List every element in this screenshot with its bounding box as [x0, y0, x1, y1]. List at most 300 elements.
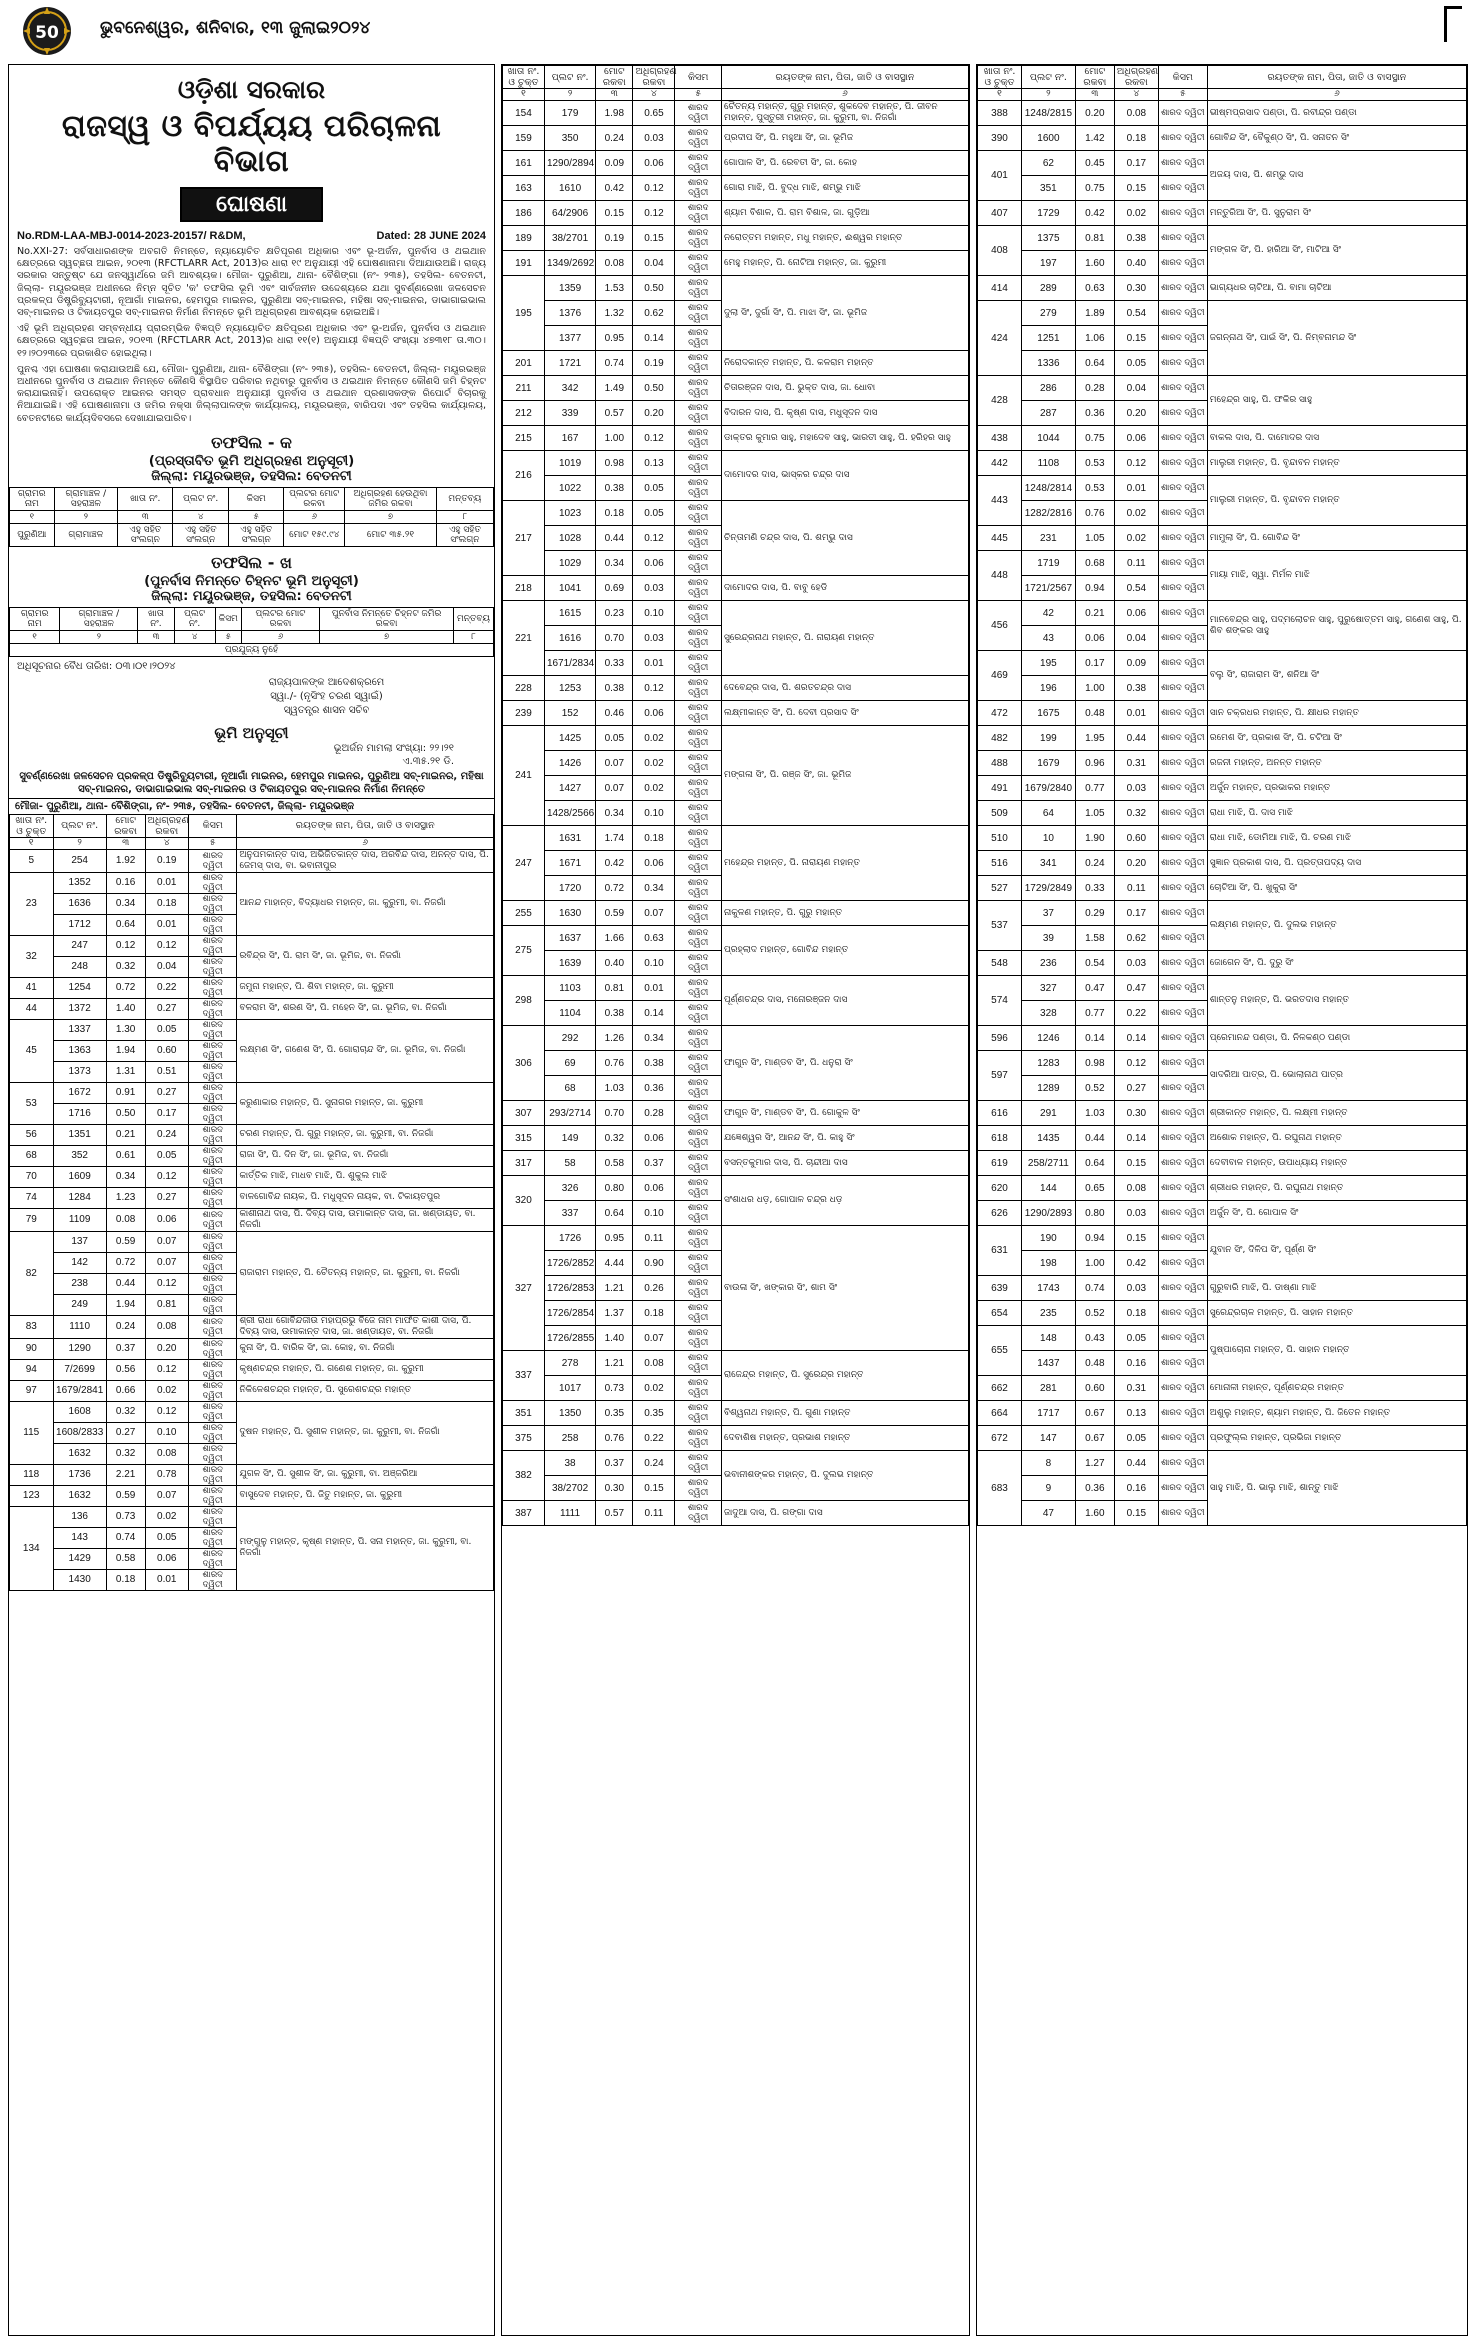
plot-cell: 38 — [544, 1451, 595, 1476]
kisam-cell: ଶାରଦ ଦ୍ୱିତୀ — [1158, 976, 1207, 1001]
plot-cell: 1372 — [53, 998, 106, 1019]
kisam-cell: ଶାରଦ ଦ୍ୱିତୀ — [189, 1401, 237, 1422]
plot-cell: 1350 — [544, 1401, 595, 1426]
total-area-cell: 0.57 — [596, 401, 633, 426]
khata-cell: 201 — [503, 351, 545, 376]
table-row — [10, 1401, 494, 1422]
total-area-cell: 0.09 — [596, 151, 633, 176]
total-area-cell: 0.33 — [1075, 876, 1114, 901]
khata-cell: 401 — [978, 151, 1022, 201]
kisam-cell: ଶାରଦ ଦ୍ୱିତୀ — [1158, 1326, 1207, 1351]
khata-cell: 387 — [503, 1501, 545, 1526]
acquired-area-cell: 0.12 — [633, 676, 675, 701]
acquired-area-cell: 0.05 — [1114, 1426, 1158, 1451]
plot-cell: 1679 — [1022, 751, 1076, 776]
schedule-header-cell: ଗ୍ରାମାଞ୍ଚଳ / ସହରାଞ୍ଚଳ — [54, 487, 117, 510]
table-row — [978, 1301, 1467, 1326]
acquired-area-cell: 0.02 — [633, 1376, 675, 1401]
khata-cell: 307 — [503, 1101, 545, 1126]
acquired-area-cell: 0.36 — [633, 1076, 675, 1101]
kisam-cell: ଶାରଦ ଦ୍ୱିତୀ — [189, 1145, 237, 1166]
owner-cell: ଭବାନୀଶଙ୍କର ମହାନ୍ତ, ପି. ଦୁଲଭ ମହାନ୍ତ — [721, 1451, 968, 1501]
kisam-cell: ଶାରଦ ଦ୍ୱିତୀ — [189, 1231, 237, 1252]
land-schedule-title: ଭୂମି ଅନୁସୂଚୀ — [214, 723, 289, 742]
kisam-cell: ଶାରଦ ଦ୍ୱିତୀ — [1158, 1476, 1207, 1501]
table-row — [503, 1101, 969, 1126]
acquired-area-cell: 0.06 — [633, 151, 675, 176]
table-header-cell: ଖାତା ନଂ. ଓ ଚୁକ୍ତ — [978, 66, 1022, 89]
total-area-cell: 1.74 — [596, 826, 633, 851]
khata-cell: 211 — [503, 376, 545, 401]
plot-cell: 199 — [1022, 726, 1076, 751]
khata-cell: 443 — [978, 476, 1022, 526]
owner-cell: ଲକ୍ଷ୍ମଣ ମହାନ୍ତ, ପି. ଦୁଲଭ ମହାନ୍ତ — [1207, 901, 1466, 951]
acquired-area-cell: 0.11 — [1114, 876, 1158, 901]
kisam-cell: ଶାରଦ ଦ୍ୱିତୀ — [1158, 326, 1207, 351]
table-row — [978, 601, 1467, 626]
khata-cell: 472 — [978, 701, 1022, 726]
kisam-cell: ଶାରଦ ଦ୍ୱିତୀ — [189, 1443, 237, 1464]
kisam-cell: ଶାରଦ ଦ୍ୱିତୀ — [1158, 1251, 1207, 1276]
khata-cell: 189 — [503, 226, 545, 251]
table-row — [10, 1145, 494, 1166]
plot-cell: 143 — [53, 1527, 106, 1548]
acquired-area-cell: 0.12 — [145, 1359, 189, 1380]
acquired-area-cell: 0.03 — [633, 626, 675, 651]
signature-post: ସ୍ୱତନ୍ତ୍ର ଶାସନ ସଚିବ — [283, 704, 370, 716]
plot-cell: 1041 — [544, 576, 595, 601]
owner-cell: ଦେବୀବାଳ ମହାନ୍ତ, ଉପାଧ୍ୟାୟ ମହାନ୍ତ — [1207, 1151, 1466, 1176]
total-area-cell: 0.74 — [106, 1527, 145, 1548]
plot-cell: 1028 — [544, 526, 595, 551]
acquired-area-cell: 0.14 — [633, 1001, 675, 1026]
plot-cell: 1616 — [544, 626, 595, 651]
schedule-index-cell: ୧ — [10, 630, 60, 643]
plot-cell: 8 — [1022, 1451, 1076, 1476]
owner-cell: ଦୁଲା ସିଂ, ଦୁର୍ଗା ସିଂ, ପି. ମାଝା ସିଂ, ଜା. ଭୂମିଜ — [721, 276, 968, 351]
kisam-cell: ଶାରଦ ଦ୍ୱିତୀ — [189, 1464, 237, 1485]
owner-cell: ଜଗନ୍ନାଥ ସିଂ, ପାଇଁ ସିଂ, ପି. ନିମ୍ବନାମନ୍ଦ ସିଂ — [1207, 301, 1466, 376]
khata-cell: 510 — [978, 826, 1022, 851]
khata-cell: 683 — [978, 1451, 1022, 1526]
kisam-cell: ଶାରଦ ଦ୍ୱିତୀ — [189, 1082, 237, 1103]
khata-cell: 241 — [503, 726, 545, 826]
acquired-area-cell: 0.02 — [633, 776, 675, 801]
table-row — [503, 376, 969, 401]
plot-cell: 1351 — [53, 1124, 106, 1145]
acquired-area-cell: 0.14 — [1114, 1126, 1158, 1151]
table-index-cell: ୩ — [1075, 89, 1114, 101]
total-area-cell: 0.44 — [1075, 1126, 1114, 1151]
table-row — [503, 126, 969, 151]
plot-cell: 1719 — [1022, 551, 1076, 576]
kisam-cell: ଶାରଦ ଦ୍ୱିତୀ — [1158, 1026, 1207, 1051]
khata-cell: 118 — [10, 1464, 54, 1485]
owner-cell: ବାସୁଦେବ ମହାନ୍ତ, ପି. ଜିତୁ ମହାନ୍ତ, ଜା. କୁରୁମୀ — [237, 1485, 494, 1506]
khata-cell: 115 — [10, 1401, 54, 1464]
table-index-cell: ୪ — [1114, 89, 1158, 101]
plot-cell: 47 — [1022, 1501, 1076, 1526]
total-area-cell: 0.30 — [596, 1476, 633, 1501]
owner-cell: ପୂର୍ଣ୍ଣଚନ୍ଦ୍ର ଦାସ, ମନୋରଞ୍ଜନ ଦାସ — [721, 976, 968, 1026]
plot-cell: 278 — [544, 1351, 595, 1376]
acquired-area-cell: 0.06 — [633, 1176, 675, 1201]
total-area-cell: 1.92 — [106, 849, 145, 872]
owner-cell: ଯଜ୍ଞେଶ୍ୱର ସିଂ, ଆନନ୍ଦ ସିଂ, ପି. କାହୁ ସିଂ — [721, 1126, 968, 1151]
plot-cell: 341 — [1022, 851, 1076, 876]
acquired-area-cell: 0.28 — [633, 1101, 675, 1126]
kisam-cell: ଶାରଦ ଦ୍ୱିତୀ — [189, 1548, 237, 1569]
owner-cell: କୁନା ସିଂ, ପି. ବାରିକ ସିଂ, ଜା. କୋହ, ବା. ନିଜଗାଁ — [237, 1338, 494, 1359]
schedule-header-cell: ପୁନର୍ବାସ ନିମନ୍ତେ ଚିହ୍ନଟ ଜମିର ରକବା — [320, 607, 454, 630]
total-area-cell: 0.74 — [1075, 1276, 1114, 1301]
owner-cell: ନିରୋଦକାନ୍ତ ମହାନ୍ତ, ପି. କଳରାମ ମହାନ୍ତ — [721, 351, 968, 376]
owner-cell: ଗୋବିନ୍ଦ ସିଂ, ବୈକୁଣ୍ଠ ସିଂ, ପି. ସନାତନ ସିଂ — [1207, 126, 1466, 151]
kisam-cell: ଶାରଦ ଦ୍ୱିତୀ — [675, 301, 722, 326]
kisam-cell: ଶାରଦ ଦ୍ୱିତୀ — [675, 1501, 722, 1526]
acquired-area-cell: 0.22 — [145, 977, 189, 998]
plot-cell: 137 — [53, 1231, 106, 1252]
khata-cell: 619 — [978, 1151, 1022, 1176]
khata-cell: 317 — [503, 1151, 545, 1176]
kisam-cell: ଶାରଦ ଦ୍ୱିତୀ — [1158, 276, 1207, 301]
plot-cell: 1639 — [544, 951, 595, 976]
khata-cell: 90 — [10, 1338, 54, 1359]
plot-cell: 148 — [1022, 1326, 1076, 1351]
total-area-cell: 1.53 — [596, 276, 633, 301]
kisam-cell: ଶାରଦ ଦ୍ୱିତୀ — [189, 956, 237, 977]
total-area-cell: 0.24 — [106, 1315, 145, 1338]
kisam-cell: ଶାରଦ ଦ୍ୱିତୀ — [675, 1201, 722, 1226]
owner-cell: ବାଉଳା ସିଂ, ଖଙ୍କାର ସିଂ, ଶାମ ସିଂ — [721, 1226, 968, 1351]
total-area-cell: 1.00 — [1075, 1251, 1114, 1276]
plot-cell: 1373 — [53, 1061, 106, 1082]
kisam-cell: ଶାରଦ ଦ୍ୱିତୀ — [675, 826, 722, 851]
total-area-cell: 0.70 — [596, 626, 633, 651]
kisam-cell: ଶାରଦ ଦ୍ୱିତୀ — [1158, 1201, 1207, 1226]
table-index-cell: ୧ — [503, 89, 545, 101]
total-area-cell: 0.42 — [1075, 201, 1114, 226]
table-row — [978, 151, 1467, 176]
plot-cell: 58 — [544, 1151, 595, 1176]
table-row — [503, 1451, 969, 1476]
table-row — [978, 376, 1467, 401]
table-row — [503, 401, 969, 426]
acquired-area-cell: 0.38 — [1114, 226, 1158, 251]
plot-cell: 1726/2852 — [544, 1251, 595, 1276]
signature-block — [159, 676, 494, 718]
schedule-a-table — [9, 487, 494, 547]
table-row — [10, 1187, 494, 1208]
schedule-header-cell: ମନ୍ତବ୍ୟ — [436, 487, 493, 510]
table-index-cell: ୪ — [145, 837, 189, 849]
acquired-area-cell: 0.07 — [633, 1326, 675, 1351]
total-area-cell: 0.32 — [106, 1443, 145, 1464]
total-area-cell: 1.58 — [1075, 926, 1114, 951]
plot-cell: 279 — [1022, 301, 1076, 326]
kisam-cell: ଶାରଦ ଦ୍ୱିତୀ — [675, 651, 722, 676]
khata-cell: 97 — [10, 1380, 54, 1401]
acquired-area-cell: 0.40 — [1114, 251, 1158, 276]
plot-cell: 1743 — [1022, 1276, 1076, 1301]
plot-cell: 197 — [1022, 251, 1076, 276]
acquired-area-cell: 0.03 — [633, 576, 675, 601]
kisam-cell: ଶାରଦ ଦ୍ୱିତୀ — [1158, 551, 1207, 576]
khata-cell: 424 — [978, 301, 1022, 376]
kisam-cell: ଶାରଦ ଦ୍ୱିତୀ — [675, 1176, 722, 1201]
total-area-cell: 0.37 — [106, 1338, 145, 1359]
plot-cell: 1729/2849 — [1022, 876, 1076, 901]
khata-cell: 442 — [978, 451, 1022, 476]
khata-cell: 469 — [978, 651, 1022, 701]
plot-cell: 1425 — [544, 726, 595, 751]
kisam-cell: ଶାରଦ ଦ୍ୱିତୀ — [1158, 801, 1207, 826]
total-area-cell: 0.38 — [596, 476, 633, 501]
plot-cell: 1363 — [53, 1040, 106, 1061]
acquired-area-cell: 0.10 — [633, 1201, 675, 1226]
plot-cell: 1630 — [544, 901, 595, 926]
total-area-cell: 0.15 — [596, 201, 633, 226]
total-area-cell: 0.38 — [596, 676, 633, 701]
total-area-cell: 1.32 — [596, 301, 633, 326]
plot-cell: 136 — [53, 1506, 106, 1527]
owner-cell: ସୁରେନ୍ଦ୍ରନାଥ ମହାନ୍ତ, ପି. ନାରାୟଣ ମହାନ୍ତ — [721, 601, 968, 676]
total-area-cell: 0.73 — [596, 1376, 633, 1401]
owner-cell: ମାମୁଲା ସିଂ, ପି. ଗୋବିନ୍ଦ ସିଂ — [1207, 526, 1466, 551]
kisam-cell: ଶାରଦ ଦ୍ୱିତୀ — [189, 1019, 237, 1040]
khata-cell: 654 — [978, 1301, 1022, 1326]
khata-cell: 94 — [10, 1359, 54, 1380]
acquired-area-cell: 0.42 — [1114, 1251, 1158, 1276]
total-area-cell: 0.61 — [106, 1145, 145, 1166]
khata-cell: 407 — [978, 201, 1022, 226]
total-area-cell: 1.40 — [106, 998, 145, 1019]
table-row — [978, 701, 1467, 726]
acquired-area-cell: 0.10 — [145, 1422, 189, 1443]
kisam-cell: ଶାରଦ ଦ୍ୱିତୀ — [1158, 826, 1207, 851]
acquired-area-cell: 0.16 — [1114, 1476, 1158, 1501]
project-description: ସୁବର୍ଣ୍ଣରେଖା ଜଳସେଚନ ପ୍ରକଳ୍ପ ଡିଷ୍ଟ୍ରିବ୍ୟୁଟାରୀ, ନୂଆଗାଁ ମାଇନର, ହେମପୁର ମାଇନର, ପୁରୁଣିଆ ସବ୍-ମାଇନର, ମହିଷା ସବ୍-ମାଇନର, ଡାଭାଗାଇଭାଲ ସବ୍-ମାଇନର ଓ ଟିକାୟତପୁର ସବ୍-ମାଇନର ନିର୍ମାଣ ନିମନ୍ତେ — [19, 770, 484, 795]
plot-cell: 1023 — [544, 501, 595, 526]
acquired-area-cell: 0.12 — [145, 1166, 189, 1187]
plot-cell: 249 — [53, 1294, 106, 1315]
land-schedule-meta — [9, 742, 494, 768]
plot-cell: 342 — [544, 376, 595, 401]
owner-cell: ରମେଶ ସିଂ, ପ୍ରକାଶ ସିଂ, ପି. ଚଟିଆ ସିଂ — [1207, 726, 1466, 751]
owner-cell: ରାଧା ମାଝି, ପି. ଦାସ ମାଝି — [1207, 801, 1466, 826]
table-index-cell: ୨ — [1022, 89, 1076, 101]
table-index-cell: ୩ — [596, 89, 633, 101]
kisam-cell: ଶାରଦ ଦ୍ୱିତୀ — [1158, 851, 1207, 876]
table-row — [10, 935, 494, 956]
acquired-area-cell: 0.02 — [1114, 526, 1158, 551]
plot-cell: 292 — [544, 1026, 595, 1051]
plot-cell: 1289 — [1022, 1076, 1076, 1101]
kisam-cell: ଶାରଦ ଦ୍ୱିତୀ — [1158, 451, 1207, 476]
acquired-area-cell: 0.12 — [1114, 1051, 1158, 1076]
kisam-cell: ଶାରଦ ଦ୍ୱିତୀ — [1158, 651, 1207, 676]
total-area-cell: 0.40 — [596, 951, 633, 976]
kisam-cell: ଶାରଦ ଦ୍ୱିତୀ — [189, 1208, 237, 1231]
khata-cell: 191 — [503, 251, 545, 276]
kisam-cell: ଶାରଦ ଦ୍ୱିତୀ — [1158, 1376, 1207, 1401]
acquired-area-cell: 0.05 — [145, 1527, 189, 1548]
table-row — [503, 501, 969, 526]
kisam-cell: ଶାରଦ ଦ୍ୱିତୀ — [675, 1251, 722, 1276]
plot-cell: 258/2711 — [1022, 1151, 1076, 1176]
acquired-area-cell: 0.78 — [145, 1464, 189, 1485]
acquired-area-cell: 0.03 — [1114, 776, 1158, 801]
total-area-cell: 1.00 — [596, 426, 633, 451]
plot-cell: 1108 — [1022, 451, 1076, 476]
total-area-cell: 0.64 — [1075, 351, 1114, 376]
schedule-cell: ଏହୁ ସହିତ ସଂଲଗ୍ନ — [173, 523, 228, 546]
acquired-area-cell: 0.12 — [633, 526, 675, 551]
owner-cell: ଜମୁନା ମହାନ୍ତ, ପି. ଶିବା ମହାନ୍ତ, ଜା. କୁରୁମୀ — [237, 977, 494, 998]
total-area-cell: 1.21 — [596, 1351, 633, 1376]
table-row — [503, 826, 969, 851]
total-area-cell: 0.52 — [1075, 1076, 1114, 1101]
owner-cell: ସୁଜ୍ଞାନ ପ୍ରକାଶ ଦାସ, ପି. ପ୍ରତ୍ତାପଦ୍ୟ ଦାସ — [1207, 851, 1466, 876]
owner-cell: ଯୁଗଳ ସିଂ, ପି. ସୁଶୀଳ ସିଂ, ଜା. କୁରୁମୀ, ବା. ଅଞ୍ଜରିଆ — [237, 1464, 494, 1485]
table-row — [978, 876, 1467, 901]
total-area-cell: 0.60 — [1075, 1376, 1114, 1401]
plot-cell: 1248/2815 — [1022, 101, 1076, 126]
total-area-cell: 0.44 — [596, 526, 633, 551]
total-area-cell: 0.94 — [1075, 1226, 1114, 1251]
plot-cell: 1044 — [1022, 426, 1076, 451]
plot-cell: 1251 — [1022, 326, 1076, 351]
plot-cell: 1246 — [1022, 1026, 1076, 1051]
total-area-cell: 0.98 — [596, 451, 633, 476]
kisam-cell: ଶାରଦ ଦ୍ୱିତୀ — [675, 326, 722, 351]
owner-cell: ରଜନୀ ମହାନ୍ତ, ଅନନ୍ତ ମହାନ୍ତ — [1207, 751, 1466, 776]
plot-cell: 1600 — [1022, 126, 1076, 151]
total-area-cell: 0.72 — [596, 876, 633, 901]
total-area-cell: 1.05 — [1075, 526, 1114, 551]
owner-cell: ଭୀଷ୍ମପ୍ରସାଦ ପଣ୍ଡା, ପି. ରବୀନ୍ଦ୍ର ପଣ୍ଡା — [1207, 101, 1466, 126]
table-index-cell: ୬ — [237, 837, 494, 849]
table-index-cell: ୫ — [675, 89, 722, 101]
plot-cell: 1336 — [1022, 351, 1076, 376]
khata-cell: 626 — [978, 1201, 1022, 1226]
plot-cell: 1435 — [1022, 1126, 1076, 1151]
plot-cell: 1109 — [53, 1208, 106, 1231]
plot-cell: 9 — [1022, 1476, 1076, 1501]
acquired-area-cell: 0.07 — [633, 901, 675, 926]
khata-cell: 163 — [503, 176, 545, 201]
kisam-cell: ଶାରଦ ଦ୍ୱିତୀ — [1158, 201, 1207, 226]
plot-cell: 39 — [1022, 926, 1076, 951]
table-header-cell: ରୟତଙ୍କ ନାମ, ପିତା, ଜାତି ଓ ବାସସ୍ଥାନ — [1207, 66, 1466, 89]
acquired-area-cell: 0.27 — [145, 998, 189, 1019]
acquired-area-cell: 0.01 — [633, 651, 675, 676]
kisam-cell: ଶାରଦ ଦ୍ୱିତୀ — [189, 1166, 237, 1187]
plot-cell: 352 — [53, 1145, 106, 1166]
khata-cell: 408 — [978, 226, 1022, 276]
schedule-header-cell: ଅଧିଗ୍ରହଣ ହେଉଥିବା ଜମିର ରକବା — [345, 487, 437, 510]
owner-cell: ଲକ୍ଷ୍ମୀକାନ୍ତ ସିଂ, ପି. ଦେବୀ ପ୍ରସାଦ ସିଂ — [721, 701, 968, 726]
total-area-cell: 0.80 — [596, 1176, 633, 1201]
table-row — [978, 451, 1467, 476]
kisam-cell: ଶାରଦ ଦ୍ୱିତୀ — [675, 776, 722, 801]
kisam-cell: ଶାରଦ ଦ୍ୱିତୀ — [189, 998, 237, 1019]
khata-cell: 44 — [10, 998, 54, 1019]
total-area-cell: 0.17 — [1075, 651, 1114, 676]
total-area-cell: 0.34 — [106, 1166, 145, 1187]
plot-cell: 1248/2814 — [1022, 476, 1076, 501]
plot-cell: 289 — [1022, 276, 1076, 301]
acquired-area-cell: 0.13 — [633, 451, 675, 476]
table-row — [503, 351, 969, 376]
plot-cell: 1019 — [544, 451, 595, 476]
dateline: ଭୁବନେଶ୍ୱର, ଶନିବାର, ୧୩ ଜୁଲାଇ୨୦୨୪ — [100, 18, 371, 38]
kisam-cell: ଶାରଦ ଦ୍ୱିତୀ — [1158, 1451, 1207, 1476]
table-row — [503, 1126, 969, 1151]
kisam-cell: ଶାରଦ ଦ୍ୱିତୀ — [189, 893, 237, 914]
plot-cell: 248 — [53, 956, 106, 977]
kisam-cell: ଶାରଦ ଦ୍ୱିତୀ — [675, 1451, 722, 1476]
owner-cell: ବସନ୍ତକୁମାର ଦାସ, ପି. ଚାନ୍ଦୀଆ ଦାସ — [721, 1151, 968, 1176]
owner-cell: ଅନୁପମକାନ୍ତ ଦାସ, ଅଭିଜିତକାନ୍ତ ଦାସ, ଅରବିନ୍ଦ ଦାସ, ଅନନ୍ତ ଦାସ, ପି. ଜେମସ୍ ଦାସ, ବା. ଭବାନୀପୁର — [237, 849, 494, 872]
kisam-cell: ଶାରଦ ଦ୍ୱିତୀ — [189, 1294, 237, 1315]
plot-cell: 38/2701 — [544, 226, 595, 251]
plot-cell: 247 — [53, 935, 106, 956]
khata-cell: 255 — [503, 901, 545, 926]
acquired-area-cell: 0.14 — [1114, 1026, 1158, 1051]
kisam-cell: ଶାରଦ ଦ୍ୱିତୀ — [189, 1527, 237, 1548]
owner-cell: ଶାନ୍ତନୁ ମହାନ୍ତ, ପି. ଭରତଦାସ ମହାନ୍ତ — [1207, 976, 1466, 1026]
acquired-area-cell: 0.10 — [633, 601, 675, 626]
acquired-area-cell: 0.54 — [1114, 301, 1158, 326]
validity-date: ଅଧିସୂଚନାର ବୈଧ ତାରିଖ: ୦୩।୦୧।୨୦୨୪ — [17, 660, 176, 672]
reference-line — [9, 222, 494, 244]
owner-cell: ରାଜେନ୍ଦ୍ର ମହାନ୍ତ, ପି. ସୁରେନ୍ଦ୍ର ମହାନ୍ତ — [721, 1351, 968, 1401]
total-area-cell: 0.07 — [596, 751, 633, 776]
owner-cell: ବଲୁ ସିଂ, ରାଜାରାମ ସିଂ, ଶନିଆ ସିଂ — [1207, 651, 1466, 701]
table-header-cell: ମୋଟ ରକବା — [1075, 66, 1114, 89]
schedule-header-cell: କିସମ — [228, 487, 283, 510]
schedule-b-district: ଜିଲ୍ଲା: ମୟୂରଭଞ୍ଜ, ତହସିଲ: ବେତନଟୀ — [151, 588, 352, 604]
table-row — [503, 676, 969, 701]
table-index-cell: ୫ — [189, 837, 237, 849]
khata-cell: 327 — [503, 1226, 545, 1351]
table-header-cell: ରୟତଙ୍କ ନାମ, ପିତା, ଜାତି ଓ ବାସସ୍ଥାନ — [721, 66, 968, 89]
table-header-cell: କିସମ — [675, 66, 722, 89]
acquired-area-cell: 0.12 — [145, 1401, 189, 1422]
kisam-cell: ଶାରଦ ଦ୍ୱିତୀ — [675, 676, 722, 701]
plot-cell: 1284 — [53, 1187, 106, 1208]
plot-cell: 142 — [53, 1252, 106, 1273]
total-area-cell: 0.36 — [1075, 1476, 1114, 1501]
acquired-area-cell: 0.44 — [1114, 726, 1158, 751]
table-row — [503, 176, 969, 201]
total-area-cell: 1.89 — [1075, 301, 1114, 326]
total-area-cell: 0.96 — [1075, 751, 1114, 776]
khata-cell: 32 — [10, 935, 54, 977]
khata-cell: 53 — [10, 1082, 54, 1124]
acquired-area-cell: 0.17 — [1114, 901, 1158, 926]
notice-paragraph-3: ପୁନଶ୍ଚ ଏହା ଘୋଷଣା କରାଯାଉଅଛି ଯେ, ମୌଜା- ପୁରୁଣିଆ, ଥାନା- ବୈଶିଙ୍ଗା (ନଂ- ୨୩୫), ତହସିଲ- ବେତନଟୀ, ଜିଲ୍ଲା- ମୟୂରଭଞ୍ଜ ଅଧୀନରେ ପୁନର୍ବାସ ଓ ଥଇଥାନ ନିମନ୍ତେ କୌଣସି ବିସ୍ଥାପିତ ପରିବାର ନଥିବାରୁ ପୁନର୍ବାସ ଓ ଥଇଥାନ ନିମନ୍ତେ କୌଣସି ଜମି ଚିହ୍ନଟ କରାଯାଇନାହିଁ। ଉପରୋକ୍ତ ଆଇନର ସମସ୍ତ ପ୍ରାବଧାନ ଅନୁଯାୟୀ ପୁନର୍ବାସ ଓ ଥଇଥାନ ପ୍ରଶାସକଙ୍କ ରିପୋର୍ଟ ବିଚାରକୁ ନିଆଯାଇଛି। ଏହି ଘୋଷଣାନାମା ଓ ଜମିର ନକ୍ସା ଜିଲ୍ଲାପାଳଙ୍କ କାର୍ଯ୍ୟାଳୟ, ମୟୂରଭଞ୍ଜ, ବାରିପଦା ଏବଂ ତହସିଲ କାର୍ଯ୍ୟାଳୟ, ବେତନଟୀରେ କାର୍ଯ୍ୟଦିବସରେ ଦେଖାଯାଇପାରିବ। — [17, 363, 486, 424]
acquired-area-cell: 0.06 — [633, 1126, 675, 1151]
column-3 — [976, 64, 1468, 2336]
plot-cell: 231 — [1022, 526, 1076, 551]
plot-cell: 64 — [1022, 801, 1076, 826]
owner-cell: ଅର୍ଜୁନ ମହାନ୍ତ, ପ୍ରଭାକର ମହାନ୍ତ — [1207, 776, 1466, 801]
owner-cell: ନାକୁଳଣ ମହାନ୍ତ, ପି. ଗୁରୁ ମହାନ୍ତ — [721, 901, 968, 926]
owner-cell: ଅଜୟ ଦାସ, ପି. ଶମ୍ଭୁ ଦାସ — [1207, 151, 1466, 201]
schedule-cell: ପୁରୁଣିଆ — [10, 523, 55, 546]
